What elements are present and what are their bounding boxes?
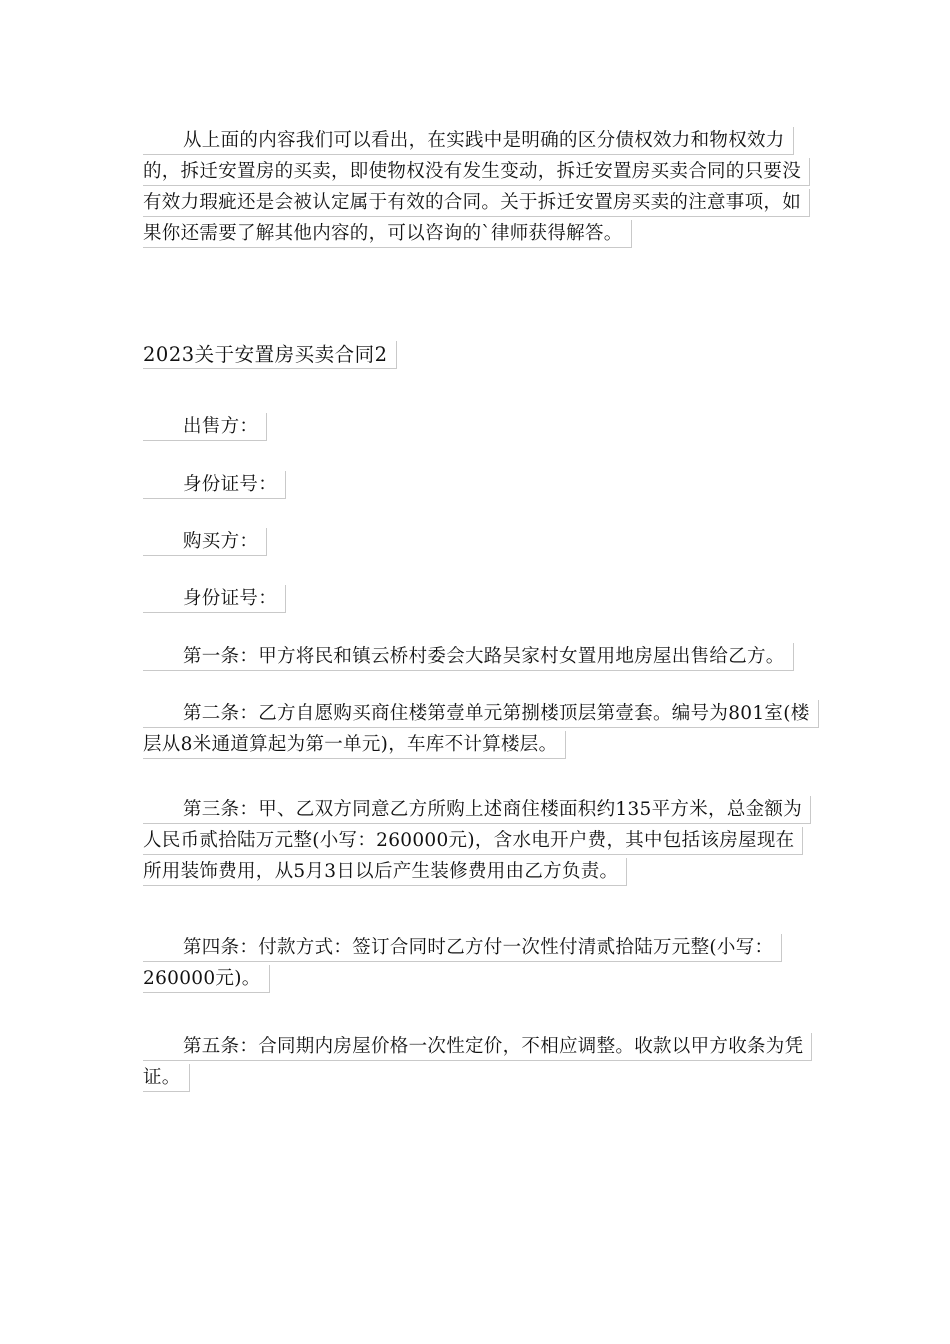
paragraph-line: 第三条：甲、乙双方同意乙方所购上述商住楼面积约135平方米，总金额为 [143,796,811,823]
field-label: 购买方： [143,528,267,555]
paragraph-line: 有效力瑕疵还是会被认定属于有效的合同。关于拆迁安置房买卖的注意事项，如 [143,189,810,216]
paragraph-line: 人民币贰拾陆万元整(小写：260000元)，含水电开户费，其中包括该房屋现在 [143,827,811,854]
title-line: 2023关于安置房买卖合同2 [143,341,397,368]
field-label: 身份证号： [143,585,286,612]
paragraph-line: 第四条：付款方式：签订合同时乙方付一次性付清贰拾陆万元整(小写： [143,934,782,961]
intro-paragraph [143,127,810,251]
article-2 [143,700,819,762]
paragraph-line: 260000元)。 [143,965,782,992]
article-5 [143,1033,812,1095]
paragraph-line: 的，拆迁安置房的买卖，即使物权没有发生变动，拆迁安置房买卖合同的只要没 [143,158,810,185]
paragraph-line: 果你还需要了解其他内容的，可以咨询的`律师获得解答。 [143,220,810,247]
paragraph-line: 证。 [143,1064,812,1091]
paragraph-line: 第一条：甲方将民和镇云桥村委会大路吴家村女置用地房屋出售给乙方。 [143,643,794,670]
paragraph-line: 从上面的内容我们可以看出，在实践中是明确的区分债权效力和物权效力 [143,127,810,154]
buyer-id-field [143,585,286,616]
paragraph-line: 第五条：合同期内房屋价格一次性定价，不相应调整。收款以甲方收条为凭 [143,1033,812,1060]
article-1 [143,643,794,674]
article-4 [143,934,782,996]
buyer-field [143,528,267,559]
field-label: 出售方： [143,413,267,440]
field-label: 身份证号： [143,471,286,498]
seller-id-field [143,471,286,502]
seller-field [143,413,267,444]
contract-title [143,341,397,372]
paragraph-line: 所用装饰费用，从5月3日以后产生装修费用由乙方负责。 [143,858,811,885]
paragraph-line: 第二条：乙方自愿购买商住楼第壹单元第捌楼顶层第壹套。编号为801室(楼 [143,700,819,727]
paragraph-line: 层从8米通道算起为第一单元)，车库不计算楼层。 [143,731,819,758]
article-3 [143,796,811,889]
